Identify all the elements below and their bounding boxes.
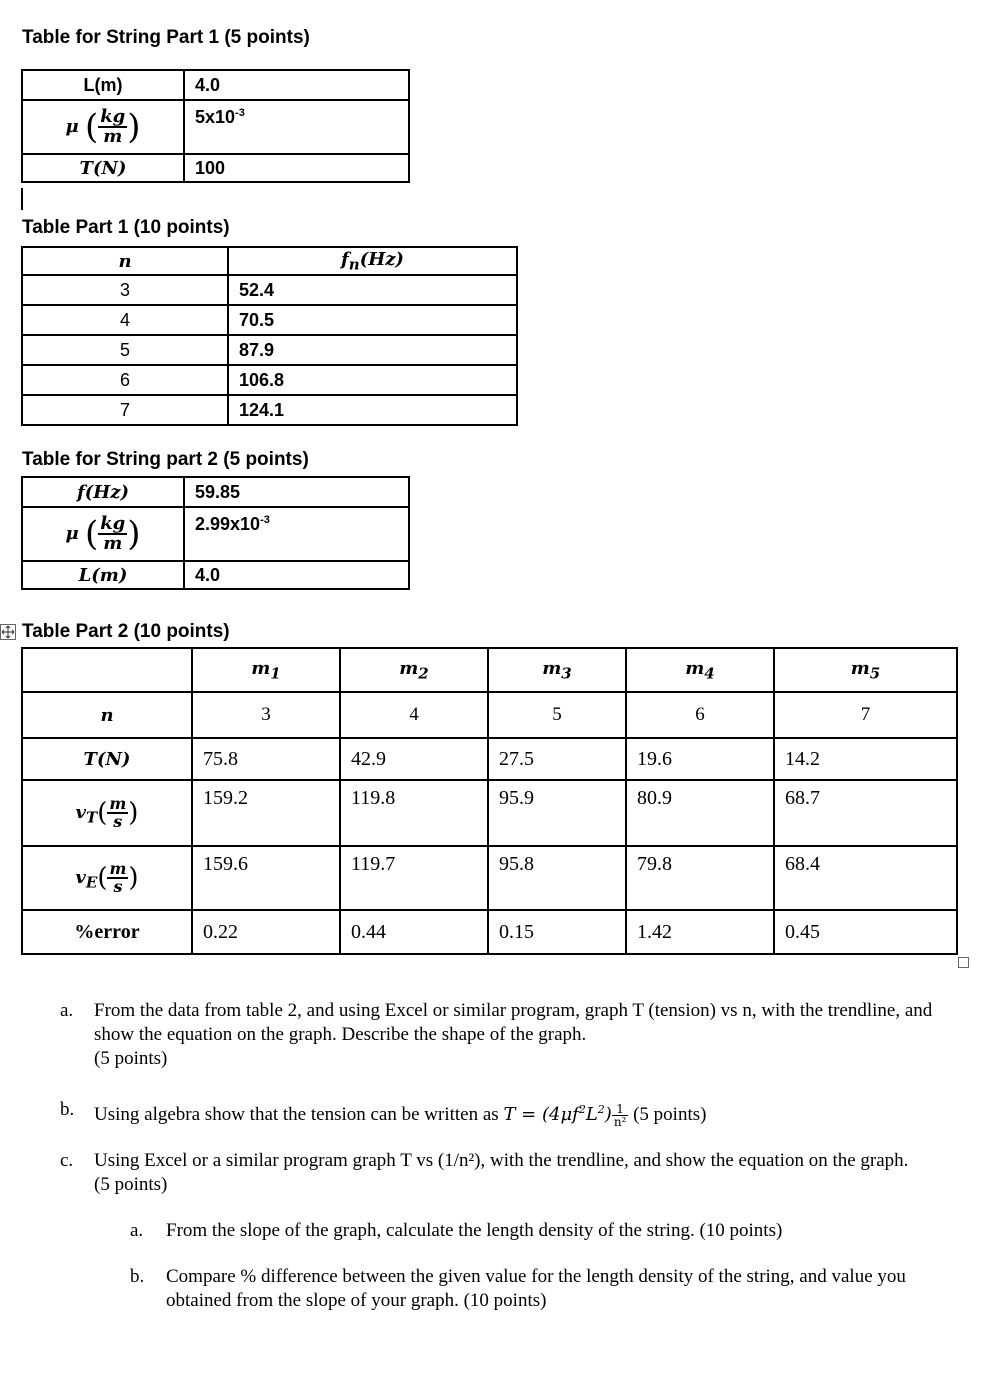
part2-mass-header: $m_3$ <box>488 648 626 692</box>
part2-ve-value: 79.8 <box>626 846 774 910</box>
question-c-b-label: b. <box>130 1266 145 1287</box>
part2-n-value: 7 <box>774 692 957 738</box>
part2-ve-value: 119.7 <box>340 846 488 910</box>
part2-vt-value: 95.9 <box>488 780 626 846</box>
question-c-a <box>130 1219 960 1243</box>
part2-vt-value: 119.8 <box>340 780 488 846</box>
string2-density-value: $2.99x10^{-3}$ <box>184 507 409 561</box>
part2-tension-value: 27.5 <box>488 738 626 780</box>
string2-frequency-label: f(Hz) <box>22 477 184 507</box>
text-cursor <box>21 188 23 210</box>
string2-length-label: L(m) <box>22 561 184 589</box>
part2-corner-cell <box>22 648 192 692</box>
string2-frequency-value: 59.85 <box>184 477 409 507</box>
part1-n: 7 <box>22 395 228 425</box>
part1-f: 124.1 <box>228 395 517 425</box>
string1-tension-label: T(N) <box>22 154 184 182</box>
part2-n-value: 5 <box>488 692 626 738</box>
part2-vt-label: $v_T$( $\frac{m}{s}$ ) <box>22 780 192 846</box>
part2-title: Table Part 2 (10 points) <box>22 621 230 642</box>
question-c-b <box>130 1265 960 1313</box>
part2-tension-value: 42.9 <box>340 738 488 780</box>
tension-formula: $T = (4\mu f^2L^2)$ $\frac{1}{\text{n²}}$ <box>503 1101 627 1129</box>
string1-title: Table for String Part 1 (5 points) <box>22 27 310 48</box>
part1-f: 106.8 <box>228 365 517 395</box>
string1-length-value: 4.0 <box>184 70 409 100</box>
part2-error-value: 0.45 <box>774 910 957 954</box>
part1-n: 6 <box>22 365 228 395</box>
part1-n: 5 <box>22 335 228 365</box>
part2-n-label: n <box>22 692 192 738</box>
string1-length-label: L(m) <box>22 70 184 100</box>
question-c-text: Using Excel or a similar program graph T vs (1/n²), with the trendline, and show the equation on the graph. <box>94 1150 909 1171</box>
part2-mass-header: $m_2$ <box>340 648 488 692</box>
question-b <box>60 1098 950 1128</box>
part2-mass-header: $m_5$ <box>774 648 957 692</box>
part1-title: Table Part 1 (10 points) <box>22 217 230 238</box>
question-c-a-text: From the slope of the graph, calculate the length density of the string. (10 points) <box>166 1220 783 1241</box>
part2-mass-header: $m_1$ <box>192 648 340 692</box>
move-arrows-icon <box>1 625 15 639</box>
part2-tension-value: 19.6 <box>626 738 774 780</box>
string2-title: Table for String part 2 (5 points) <box>22 449 309 470</box>
part2-ve-value: 159.6 <box>192 846 340 910</box>
part2-error-value: 1.42 <box>626 910 774 954</box>
part2-tension-value: 75.8 <box>192 738 340 780</box>
part1-f: 87.9 <box>228 335 517 365</box>
string2-density-label: μ ( $\frac{kg}{m}$ ) <box>22 507 184 561</box>
table-move-handle[interactable] <box>0 624 16 640</box>
question-c-label: c. <box>60 1150 74 1171</box>
question-b-points: (5 points) <box>633 1104 707 1125</box>
question-b-label: b. <box>60 1099 75 1120</box>
question-c-b-text: Compare % difference between the given value for the length density of the string, and value you obtained from the slope of your graph. (10 points) <box>166 1266 906 1311</box>
question-c-points: (5 points) <box>94 1174 168 1195</box>
part2-table <box>21 647 958 955</box>
string1-density-value: $5x10^{-3}$ <box>184 100 409 154</box>
part2-error-label: %error <box>22 910 192 954</box>
part2-ve-value: 95.8 <box>488 846 626 910</box>
question-c-a-label: a. <box>130 1220 144 1241</box>
part2-tension-value: 14.2 <box>774 738 957 780</box>
part2-error-value: 0.22 <box>192 910 340 954</box>
string1-density-label: μ ( $\frac{kg}{m}$ ) <box>22 100 184 154</box>
question-a-text: From the data from table 2, and using Excel or similar program, graph T (tension) vs n, with the trendline, and show the equation on the graph. Describe the shape of the graph. <box>94 1000 933 1045</box>
string1-tension-value: 100 <box>184 154 409 182</box>
part2-vt-value: 68.7 <box>774 780 957 846</box>
part1-header-f: $f_n(Hz)$ <box>228 247 517 275</box>
part2-tension-label: T(N) <box>22 738 192 780</box>
part2-error-value: 0.15 <box>488 910 626 954</box>
part1-n: 3 <box>22 275 228 305</box>
question-c <box>60 1149 960 1197</box>
part1-f: 70.5 <box>228 305 517 335</box>
question-a-points: (5 points) <box>94 1048 168 1069</box>
question-b-text: Using algebra show that the tension can be written as <box>94 1104 499 1125</box>
part2-mass-header: $m_4$ <box>626 648 774 692</box>
part2-vt-value: 80.9 <box>626 780 774 846</box>
string2-table <box>21 476 410 590</box>
part1-f: 52.4 <box>228 275 517 305</box>
part2-n-value: 3 <box>192 692 340 738</box>
part2-n-value: 6 <box>626 692 774 738</box>
table-resize-handle[interactable] <box>958 957 969 968</box>
part1-header-n: n <box>22 247 228 275</box>
part2-ve-label: $v_E$( $\frac{m}{s}$ ) <box>22 846 192 910</box>
part1-table <box>21 246 518 426</box>
part2-vt-value: 159.2 <box>192 780 340 846</box>
string1-table <box>21 69 410 183</box>
question-a-label: a. <box>60 1000 74 1021</box>
part1-n: 4 <box>22 305 228 335</box>
part2-ve-value: 68.4 <box>774 846 957 910</box>
string2-length-value: 4.0 <box>184 561 409 589</box>
part2-n-value: 4 <box>340 692 488 738</box>
question-a <box>60 999 950 1071</box>
part2-error-value: 0.44 <box>340 910 488 954</box>
